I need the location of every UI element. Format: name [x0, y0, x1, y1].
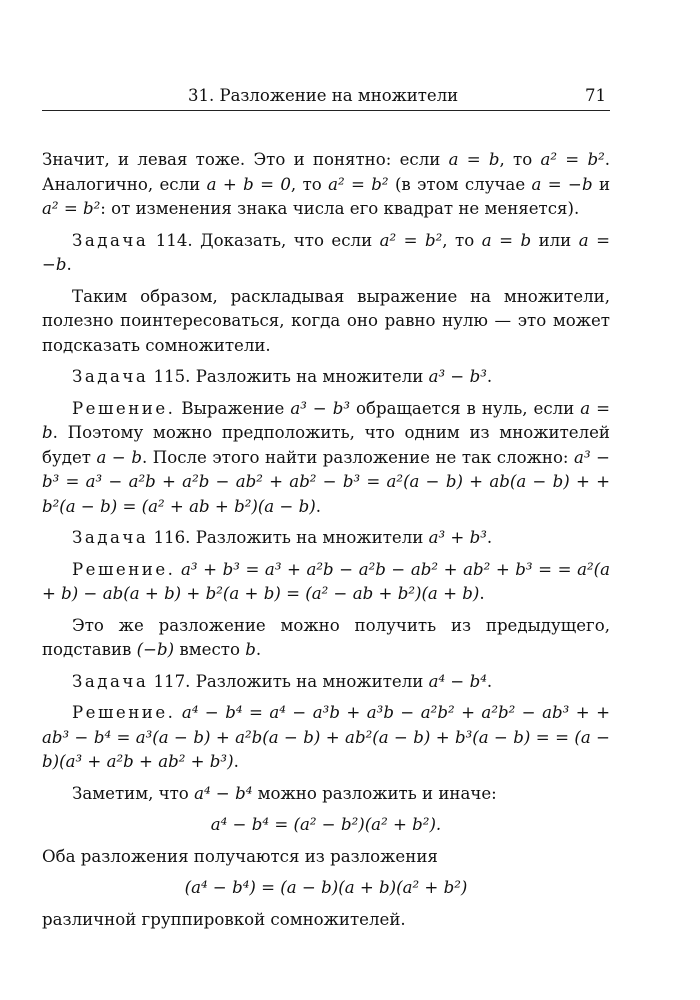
task-number: 115.	[153, 367, 191, 386]
paragraph: Значит, и левая тоже. Это и понятно: если a = b, то a² = b². Аналогично, если a + b = 0, то a² = b² (в этом случае a = −b и a² = b²: от изменения знака числа его квадрат не меняется).	[42, 150, 611, 218]
paragraph: Это же разложение можно получить из предыдущего, подставив (−b) вместо b.	[42, 615, 610, 659]
task-116: Задача 116. Разложить на множители a³ + b³.	[72, 528, 493, 547]
task-label: Задача	[72, 528, 149, 547]
task-label: Задача	[72, 671, 149, 691]
solution-label: Решение.	[72, 559, 176, 579]
paragraph: Заметим, что a⁴ − b⁴ можно разложить и иначе:	[72, 783, 497, 803]
page-number: 71	[585, 86, 606, 105]
math-inline: a = b	[448, 150, 500, 169]
solution-116: Решение. a³ + b³ = a³ + a²b − a²b − ab² + ab² + b³ = = a²(a + b) − ab(a + b) + b²(a + b) = (a² − ab + b²)(a + b).	[42, 559, 610, 603]
display-formula: (a⁴ − b⁴) = (a − b)(a + b)(a² + b²)	[184, 878, 468, 897]
task-number: 117.	[153, 671, 191, 691]
math-inline: a² = b²	[540, 150, 605, 169]
task-115: Задача 115. Разложить на множители a³ − b³.	[72, 367, 493, 386]
running-header	[42, 80, 610, 111]
math-derivation: a³ − b³ = a³ − a²b + a²b − ab² + ab² − b³ = a²(a − b) + ab(a − b) + + b²(a − b) = (a² + ab + b²)(a − b)	[42, 447, 611, 516]
solution-label: Решение.	[72, 398, 176, 418]
task-number: 116.	[153, 528, 191, 547]
solution-117: Решение. a⁴ − b⁴ = a⁴ − a³b + a³b − a²b² + a²b² − ab³ + + ab³ − b⁴ = a³(a − b) + a²b(a − b) + ab²(a − b) + b³(a − b) = = (a − b)(a³ + a²b + ab² + b³).	[42, 703, 610, 771]
solution-label: Решение.	[72, 703, 176, 722]
paragraph: Оба разложения получаются из разложения	[42, 846, 438, 866]
math-inline: a + b = 0	[206, 174, 291, 194]
math-derivation: a⁴ − b⁴ = a⁴ − a³b + a³b − a²b² + a²b² − ab³ + + ab³ − b⁴ = a³(a − b) + a²b(a − b) + ab²(a − b) + b³(a − b) = = (a − b)(a³ + a²b + ab² + b³)	[42, 703, 610, 771]
math-inline: a² = b²	[42, 199, 101, 218]
task-117: Задача 117. Разложить на множители a⁴ − b⁴.	[72, 671, 493, 691]
task-label: Задача	[72, 367, 149, 386]
solution-115: Решение. Выражение a³ − b³ обращается в нуль, если a = b. Поэтому можно предположить, что одним из множителей будет a − b. После этого найти разложение не так сложно: a³ − b³ = a³ − a²b + a²b − ab² + ab² − b³ = a²(a − b) + ab(a − b) + + b²(a − b) = (a² + ab + b²)(a − b).	[42, 398, 611, 516]
display-formula: a⁴ − b⁴ = (a² − b²)(a² + b²).	[210, 815, 442, 834]
paragraph: различной группировкой сомножителей.	[42, 909, 406, 929]
task-label: Задача	[72, 230, 149, 250]
task-number: 114.	[155, 230, 193, 250]
task-114: Задача 114. Доказать, что если a² = b², то a = b или a = −b.	[42, 230, 610, 274]
math-derivation: a³ + b³ = a³ + a²b − a²b − ab² + ab² + b³ = = a²(a + b) − ab(a + b) + b²(a + b) = (a² − ab + b²)(a + b)	[42, 559, 610, 603]
section-title: 31. Разложение на множители	[188, 86, 459, 105]
paragraph: Таким образом, раскладывая выражение на множители, полезно поинтересоваться, когда оно равно нулю — это может подсказать сомножители.	[42, 286, 610, 355]
math-inline: a² = b²	[328, 174, 389, 194]
page-body	[42, 148, 610, 939]
math-inline: a = −b	[531, 174, 593, 194]
